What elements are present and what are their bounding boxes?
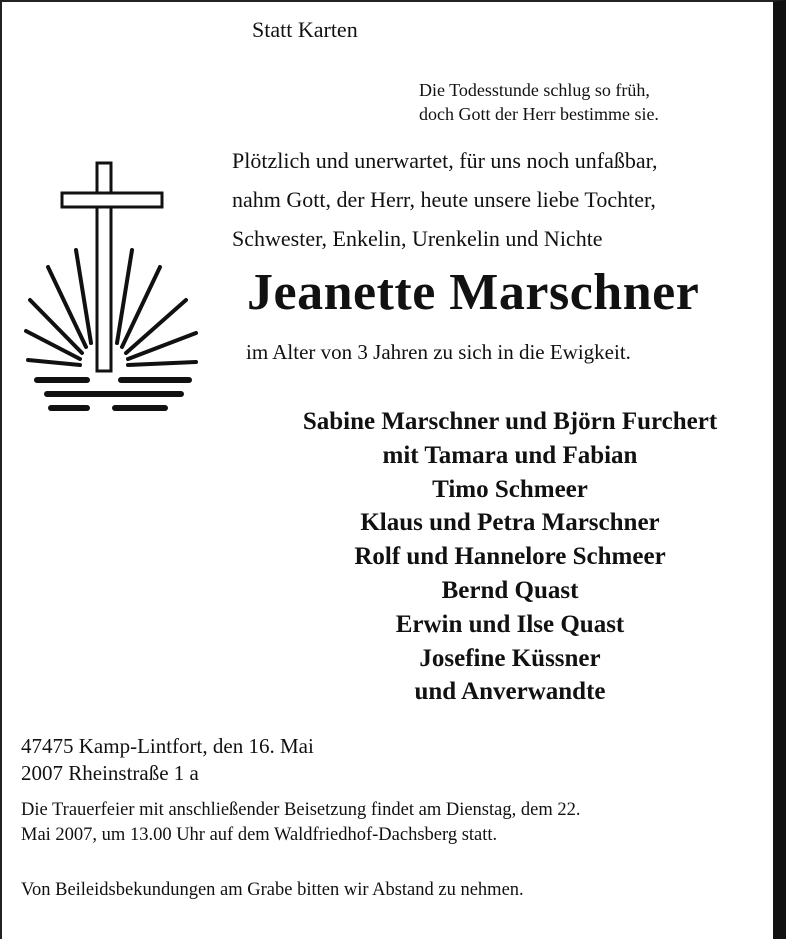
mourner-entry: Sabine Marschner und Björn Furchert xyxy=(302,408,718,435)
intro-text xyxy=(232,141,658,258)
mourner-entry: Josefine Küssner xyxy=(419,644,601,672)
mourner-entry: Bernd Quast xyxy=(441,576,579,604)
quote-line: Die Todesstunde schlug so früh, xyxy=(419,80,650,100)
location-date xyxy=(21,733,314,787)
deceased-name: Jeanette Marschner xyxy=(247,264,700,321)
cross-with-rays-icon xyxy=(18,155,213,425)
intro-line: nahm Gott, der Herr, heute unsere liebe Tochter, xyxy=(232,187,656,212)
mourner-entry: mit Tamara und Fabian xyxy=(382,441,638,469)
location-line: 2007 Rheinstraße 1 a xyxy=(21,761,199,785)
mourner-entry: und Anverwandte xyxy=(414,678,606,706)
funeral-service-info xyxy=(21,798,580,848)
mourner-entry: Klaus und Petra Marschner xyxy=(360,509,660,537)
mourners-list xyxy=(230,405,790,709)
mourner-entry: Erwin und Ilse Quast xyxy=(395,610,625,638)
location-line: 47475 Kamp-Lintfort, den 16. Mai xyxy=(21,734,314,758)
intro-line: Plötzlich und unerwartet, für uns noch unfaßbar, xyxy=(232,148,658,173)
intro-line: Schwester, Enkelin, Urenkelin und Nichte xyxy=(232,226,603,251)
statt-karten-header: Statt Karten xyxy=(252,17,358,42)
mourner-entry: Timo Schmeer xyxy=(432,475,588,503)
age-line: im Alter von 3 Jahren zu sich in die Ewigkeit. xyxy=(246,340,631,364)
quote-line: doch Gott der Herr bestimme sie. xyxy=(419,104,659,124)
quote-verse xyxy=(419,78,659,126)
closing-note: Von Beileidsbekundungen am Grabe bitten wir Abstand zu nehmen. xyxy=(21,880,524,900)
mourner-entry: Rolf und Hannelore Schmeer xyxy=(354,543,666,571)
service-line: Mai 2007, um 13.00 Uhr auf dem Waldfriedhof-Dachsberg statt. xyxy=(21,825,498,845)
service-line: Die Trauerfeier mit anschließender Beisetzung findet am Dienstag, dem 22. xyxy=(21,800,581,820)
